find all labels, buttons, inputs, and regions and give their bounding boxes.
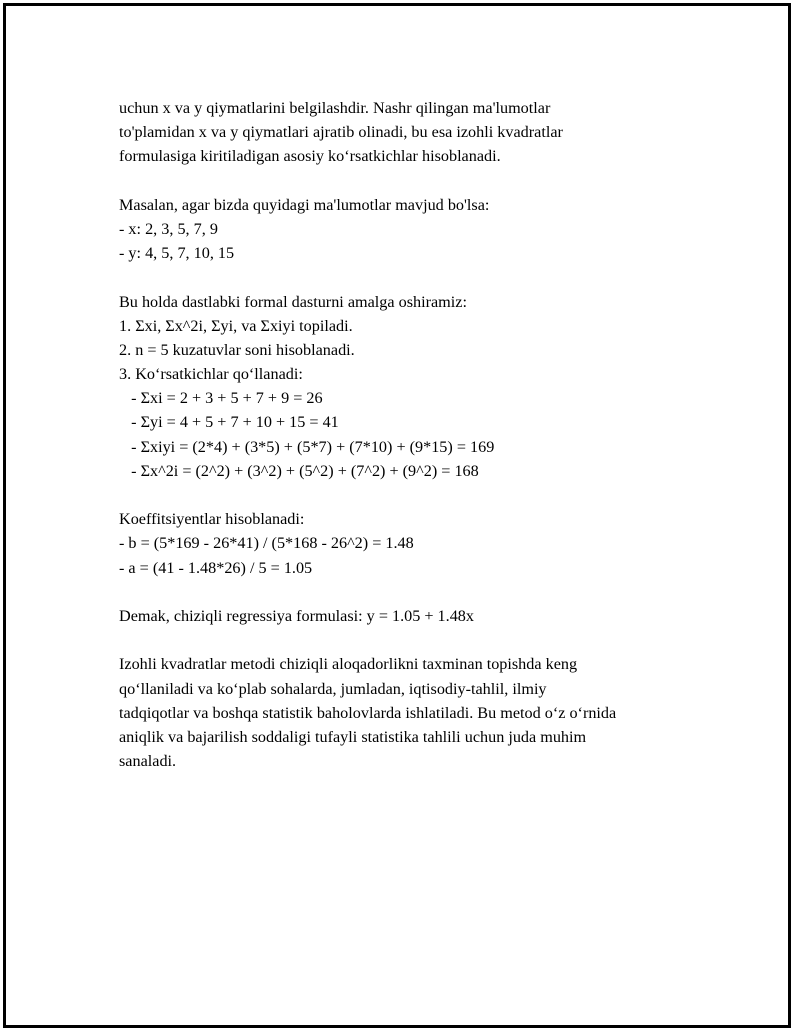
text-line: - a = (41 - 1.48*26) / 5 = 1.05 (119, 558, 313, 577)
paragraph-gap (119, 169, 719, 193)
paragraph-gap (119, 265, 719, 289)
text-line: - x: 2, 3, 5, 7, 9 (119, 219, 218, 238)
text-line: tadqiqotlar va boshqa statistik baholovlarda ishlatiladi. Bu metod o‘z o‘rnida (119, 703, 617, 722)
text-line: qo‘llaniladi va ko‘plab sohalarda, jumladan, iqtisodiy-tahlil, ilmiy (119, 679, 547, 698)
text-line: Izohli kvadratlar metodi chiziqli aloqadorlikni taxminan topishda keng (119, 655, 578, 674)
text-line: - Σyi = 4 + 5 + 7 + 10 + 15 = 41 (119, 413, 339, 432)
text-line: Koeffitsiyentlar hisoblanadi: (119, 510, 305, 529)
text-line: - Σx^2i = (2^2) + (3^2) + (5^2) + (7^2) + (9^2) = 168 (119, 461, 479, 480)
text-line: formulasiga kiritiladigan asosiy ko‘rsatkichlar hisoblanadi. (119, 147, 501, 166)
document-page (3, 3, 791, 1028)
text-line: 2. n = 5 kuzatuvlar soni hisoblanadi. (119, 340, 355, 359)
text-line: uchun x va y qiymatlarini belgilashdir. Nashr qilingan ma'lumotlar (119, 99, 551, 117)
paragraph-conclusion (119, 652, 719, 773)
paragraph-steps (119, 290, 719, 484)
paragraph-example-data (119, 193, 719, 266)
text-line: to'plamidan x va y qiymatlari ajratib olinadi, bu esa izohli kvadratlar (119, 123, 563, 142)
text-line: aniqlik va bajarilish soddaligi tufayli statistika tahlili uchun juda muhim (119, 727, 587, 746)
text-line: - b = (5*169 - 26*41) / (5*168 - 26^2) = 1.48 (119, 534, 414, 553)
text-line: - Σxiyi = (2*4) + (3*5) + (5*7) + (7*10) + (9*15) = 169 (119, 437, 495, 456)
text-line: - y: 4, 5, 7, 10, 15 (119, 244, 235, 263)
paragraph-formula (119, 604, 719, 628)
text-line: 3. Ko‘rsatkichlar qo‘llanadi: (119, 365, 303, 384)
text-line: 1. Σxi, Σx^2i, Σyi, va Σxiyi topiladi. (119, 316, 353, 335)
text-line: - Σxi = 2 + 3 + 5 + 7 + 9 = 26 (119, 389, 323, 408)
paragraph-coefficients (119, 507, 719, 580)
paragraph-gap (119, 628, 719, 652)
document-body (119, 96, 719, 773)
text-line: Demak, chiziqli regressiya formulasi: y = 1.05 + 1.48x (119, 606, 474, 625)
paragraph-intro (119, 96, 719, 169)
text-line: Bu holda dastlabki formal dasturni amalga oshiramiz: (119, 292, 467, 311)
text-line: Masalan, agar bizda quyidagi ma'lumotlar mavjud bo'lsa: (119, 195, 490, 214)
paragraph-gap (119, 483, 719, 507)
text-line: sanaladi. (119, 752, 177, 771)
paragraph-gap (119, 580, 719, 604)
